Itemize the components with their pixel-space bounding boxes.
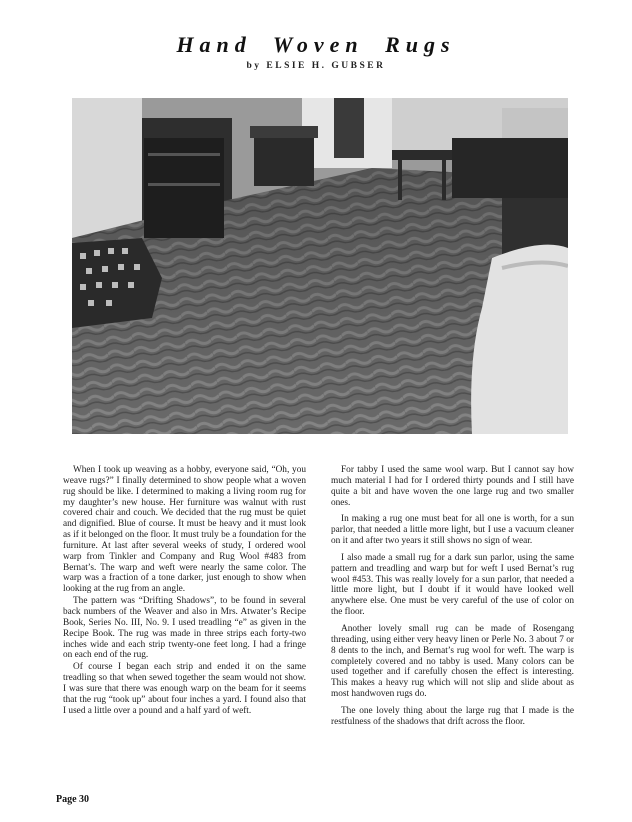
living-room-photo-illustration bbox=[72, 98, 568, 434]
column-left bbox=[63, 465, 306, 716]
paragraph: Another lovely small rug can be made of Rosengang threading, using either very heavy linen or Perle No. 3 about 7 or 8 dents to the inch, and Bernat’s rug wool for weft. The warp is completely covered and no tabby is used. Many colors can be used together and if carefully chosen the effect is interesting. This makes a heavy rug which will not slip and slide about as most handwoven rugs do. bbox=[331, 623, 574, 700]
rug-photo bbox=[72, 98, 568, 434]
paragraph: The pattern was “Drifting Shadows”, to be found in several back numbers of the Weaver and also in Mrs. Atwater’s Recipe Book, Series No. III, No. 9. I used treadling “e” as given in the Recipe Book. The rug was made in three strips each forty-two inches wide and each strip twenty-one feet long. I had a fringe on each end of the rug. bbox=[63, 596, 306, 661]
paragraph: I also made a small rug for a dark sun parlor, using the same pattern and treadling and warp but for weft I used Bernat’s rug wool #453. This was really lovely for a sun parlor, that needed a little more light, but I doubt if it would have looked well anywhere else. One must be very careful of the use of color on the floor. bbox=[331, 552, 574, 618]
article-byline: by ELSIE H. GUBSER bbox=[246, 61, 386, 71]
paragraph: For tabby I used the same wool warp. But I cannot say how much material I had for I ordered thirty pounds and I still have quite a bit and have woven the one large rug and two smaller ones. bbox=[331, 465, 574, 508]
article-title: Hand Woven Rugs bbox=[176, 32, 456, 57]
paragraph: Of course I began each strip and ended it on the same treadling so that when sewed together the seam would not show. I was sure that there was enough warp on the beam for it seems that the rug “took up” about four inches a yard. I found also that I used a little over a pound and a half yard of weft. bbox=[63, 662, 306, 716]
paragraph: In making a rug one must beat for all one is worth, for a sun parlor, that needed a little more light, but I use a vacuum cleaner on it and after two years it still shows no sign of wear. bbox=[331, 514, 574, 547]
paragraph: When I took up weaving as a hobby, everyone said, “Oh, you weave rugs?” I finally determined to show people what a woven rug should be like. I determined to making a living room rug for my daughter’s new house. Her furniture was walnut with rust covered chair and couch. We decided that the rug must be quiet and dignified. Blue of course. It must be heavy and it must look as if it belonged on the floor. It must truly be a foundation for the furniture. At last after several weeks of study, I ordered wool warp from Tinkler and Company and Rug Wool #483 from Bernat’s. The warp and weft were nearly the same color. The warp was a fraction of a tone darker, just enough to show when looking at the rug from an angle. bbox=[63, 465, 306, 595]
column-right bbox=[331, 465, 574, 728]
page-number: Page 30 bbox=[56, 794, 90, 805]
paragraph: The one lovely thing about the large rug that I made is the restfulness of the shadows that drift across the floor. bbox=[331, 705, 574, 727]
